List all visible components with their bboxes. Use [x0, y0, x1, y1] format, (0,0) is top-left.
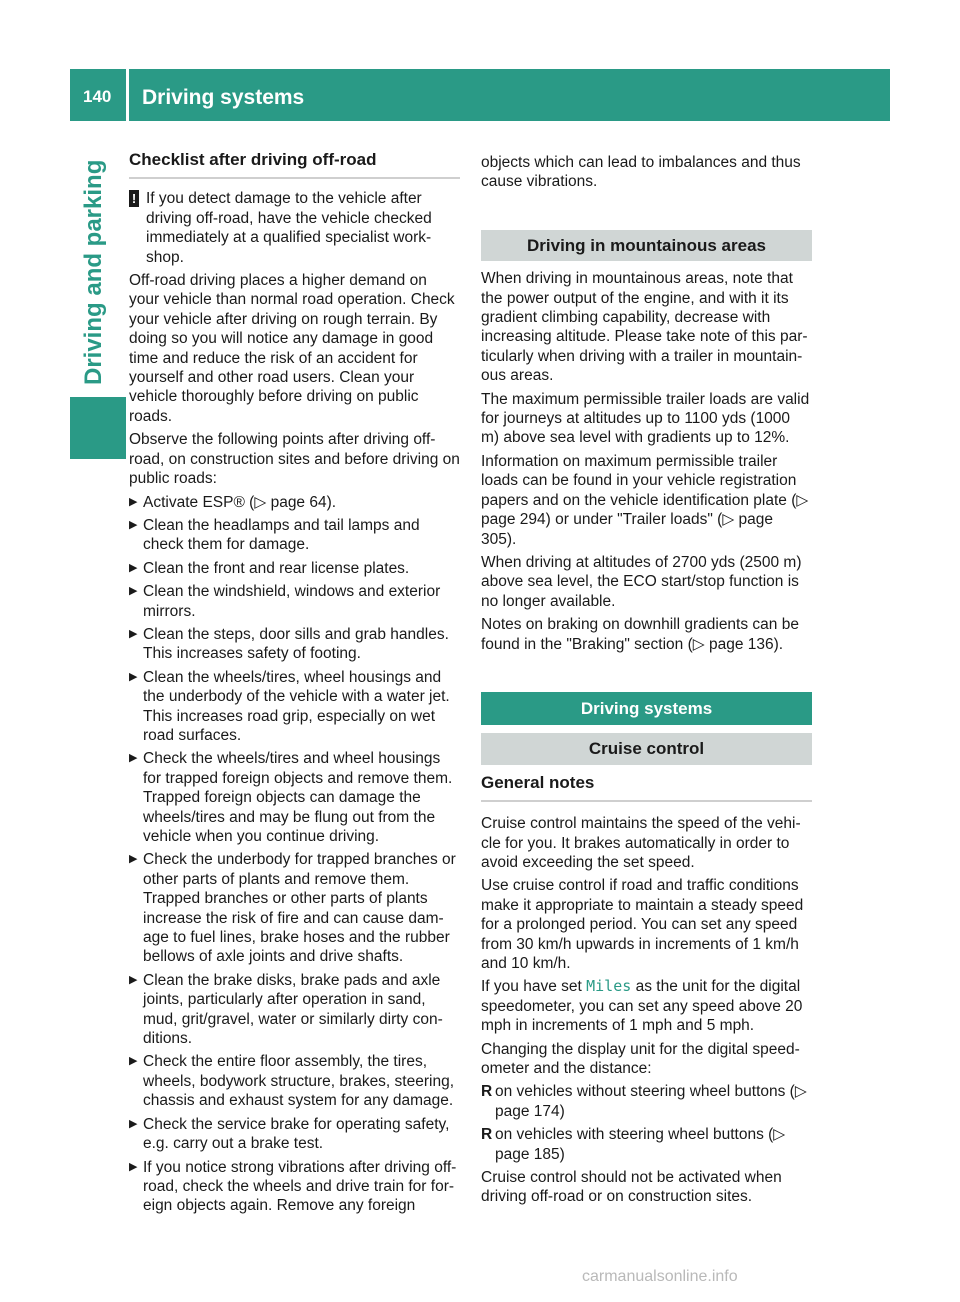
- arrow-icon: ▶: [129, 561, 138, 574]
- list-item: ▶ Clean the windshield, windows and exterior mirrors.: [129, 583, 441, 620]
- section-heading-cruise-control: Cruise control: [481, 733, 812, 764]
- side-tab-block: [70, 397, 126, 459]
- paragraph: Use cruise control if road and traffic conditions make it appropriate to maintain a steady speed for a prolonged period. You can set any speed from 30 km/h upwards in increments of 1 km/h and 10 km/h.: [481, 877, 804, 972]
- arrow-icon: ▶: [129, 1117, 138, 1130]
- paragraph: When driving in mountainous areas, note that the power output of the engine, and with it its gradient climbing capability, decrease with increasing altitude. Please take note of this par-ticularly when driving with a trailer in mountain-ous areas.: [481, 270, 808, 385]
- subheading-general-notes: General notes: [481, 765, 812, 802]
- list-item: ▶ Check the underbody for trapped branches or other parts of plants and remove them. Trapped branches or other parts of plants increase the risk of fire and can cause dam-age to fuel lines, brake hoses and the rubber bellows of axle joints and drive shafts.: [129, 851, 456, 966]
- paragraph: Cruise control should not be activated when driving off-road or on construction sites.: [481, 1169, 782, 1206]
- arrow-icon: ▶: [129, 973, 138, 986]
- arrow-icon: ▶: [129, 518, 138, 531]
- side-tab-label: Driving and parking: [80, 159, 107, 385]
- list-item: ▶ Clean the front and rear license plates.: [129, 559, 410, 577]
- arrow-icon: ▶: [129, 1055, 138, 1068]
- page-number: 140: [83, 87, 112, 106]
- section-heading-checklist: Checklist after driving off-road: [129, 150, 460, 179]
- arrow-icon: ▶: [129, 585, 138, 598]
- arrow-icon: ▶: [129, 1160, 138, 1173]
- watermark: carmanualsonline.info: [582, 1268, 738, 1285]
- paragraph: Notes on braking on downhill gradients can be found in the "Braking" section (▷ page 136).: [481, 616, 799, 653]
- paragraph: Information on maximum permissible trailer loads can be found in your vehicle registration papers and on the vehicle identification plate (▷ page 294) or under "Trailer loads" (▷ page 305).: [481, 452, 809, 548]
- list-item: R on vehicles without steering wheel buttons (▷ page 174): [481, 1083, 807, 1120]
- warning-icon: !: [129, 190, 139, 207]
- list-item: ▶ Activate ESP® (▷ page 64).: [129, 493, 337, 511]
- display-value-miles: Miles: [586, 977, 632, 996]
- bullet-icon: R: [481, 1126, 493, 1144]
- arrow-icon: ▶: [129, 752, 138, 765]
- warning-note: [129, 189, 460, 267]
- paragraph: objects which can lead to imbalances and thus cause vibrations.: [481, 154, 801, 191]
- list-item: ▶ If you notice strong vibrations after driving off-road, check the wheels and drive train for for-eign objects again. Remove any foreign: [129, 1158, 457, 1215]
- right-column: [481, 153, 812, 1211]
- arrow-icon: ▶: [129, 627, 138, 640]
- paragraph: Cruise control maintains the speed of the vehi-cle for you. It brakes automatically in order to avoid exceeding the set speed.: [481, 815, 801, 871]
- list-item: ▶ Check the wheels/tires and wheel housings for trapped foreign objects and remove them. Trapped foreign objects can damage the wheels/tires and may be flung out from the vehicle when you continue driving.: [129, 750, 453, 845]
- list-item: ▶ Clean the steps, door sills and grab handles. This increases safety of footing.: [129, 625, 449, 663]
- list-item: R on vehicles with steering wheel buttons (▷ page 185): [481, 1126, 786, 1163]
- paragraph: Changing the display unit for the digital speed-ometer and the distance:: [481, 1040, 800, 1078]
- arrow-icon: ▶: [129, 853, 138, 866]
- arrow-icon: ▶: [129, 495, 138, 508]
- section-heading-mountain: Driving in mountainous areas: [481, 230, 812, 261]
- paragraph: Off-road driving places a higher demand on your vehicle than normal road operation. Check your vehicle after driving on rough terrain. By doing so you will notice any damage in good time and reduce the risk of an accident for yourself and other road users. Clean your vehicle thoroughly before driving on public roads.: [129, 272, 455, 425]
- section-banner-driving-systems: Driving systems: [481, 692, 812, 725]
- list-item: ▶ Check the service brake for operating safety, e.g. carry out a brake test.: [129, 1115, 450, 1153]
- list-item: ▶ Clean the wheels/tires, wheel housings and the underbody of the vehicle with a water jet. This increases road grip, especially on wet road surfaces.: [129, 668, 450, 744]
- unit-list: [481, 1082, 812, 1164]
- paragraph: Observe the following points after driving off-road, on construction sites and before driving on public roads:: [129, 431, 460, 488]
- list-item: ▶ Check the entire floor assembly, the tires, wheels, bodywork structure, brakes, steering, chassis and exhaust system for any damage.: [129, 1053, 454, 1110]
- paragraph: When driving at altitudes of 2700 yds (2500 m) above sea level, the ECO start/stop function is no longer available.: [481, 553, 802, 610]
- paragraph: If you have set Miles as the unit for the digital speedometer, you can set any speed above 20 mph in increments of 1 mph and 5 mph.: [481, 977, 803, 1035]
- bullet-icon: R: [481, 1083, 493, 1101]
- list-item: ▶ Clean the brake disks, brake pads and axle joints, particularly after operation in sand, mud, grit/gravel, water or similarly dirty con-ditions.: [129, 971, 443, 1048]
- page-title: Driving systems: [142, 86, 305, 109]
- checklist: [129, 493, 460, 1216]
- paragraph: The maximum permissible trailer loads are valid for journeys at altitudes up to 1100 yds (1000 m) above sea level with gradients up to 12%.: [481, 390, 810, 447]
- header-divider: [126, 69, 129, 121]
- warning-text: If you detect damage to the vehicle after driving off-road, have the vehicle checked immediately at a qualified specialist work-shop.: [146, 190, 432, 266]
- list-item: ▶ Clean the headlamps and tail lamps and check them for damage.: [129, 516, 420, 554]
- arrow-icon: ▶: [129, 670, 138, 683]
- left-column: [129, 150, 460, 1220]
